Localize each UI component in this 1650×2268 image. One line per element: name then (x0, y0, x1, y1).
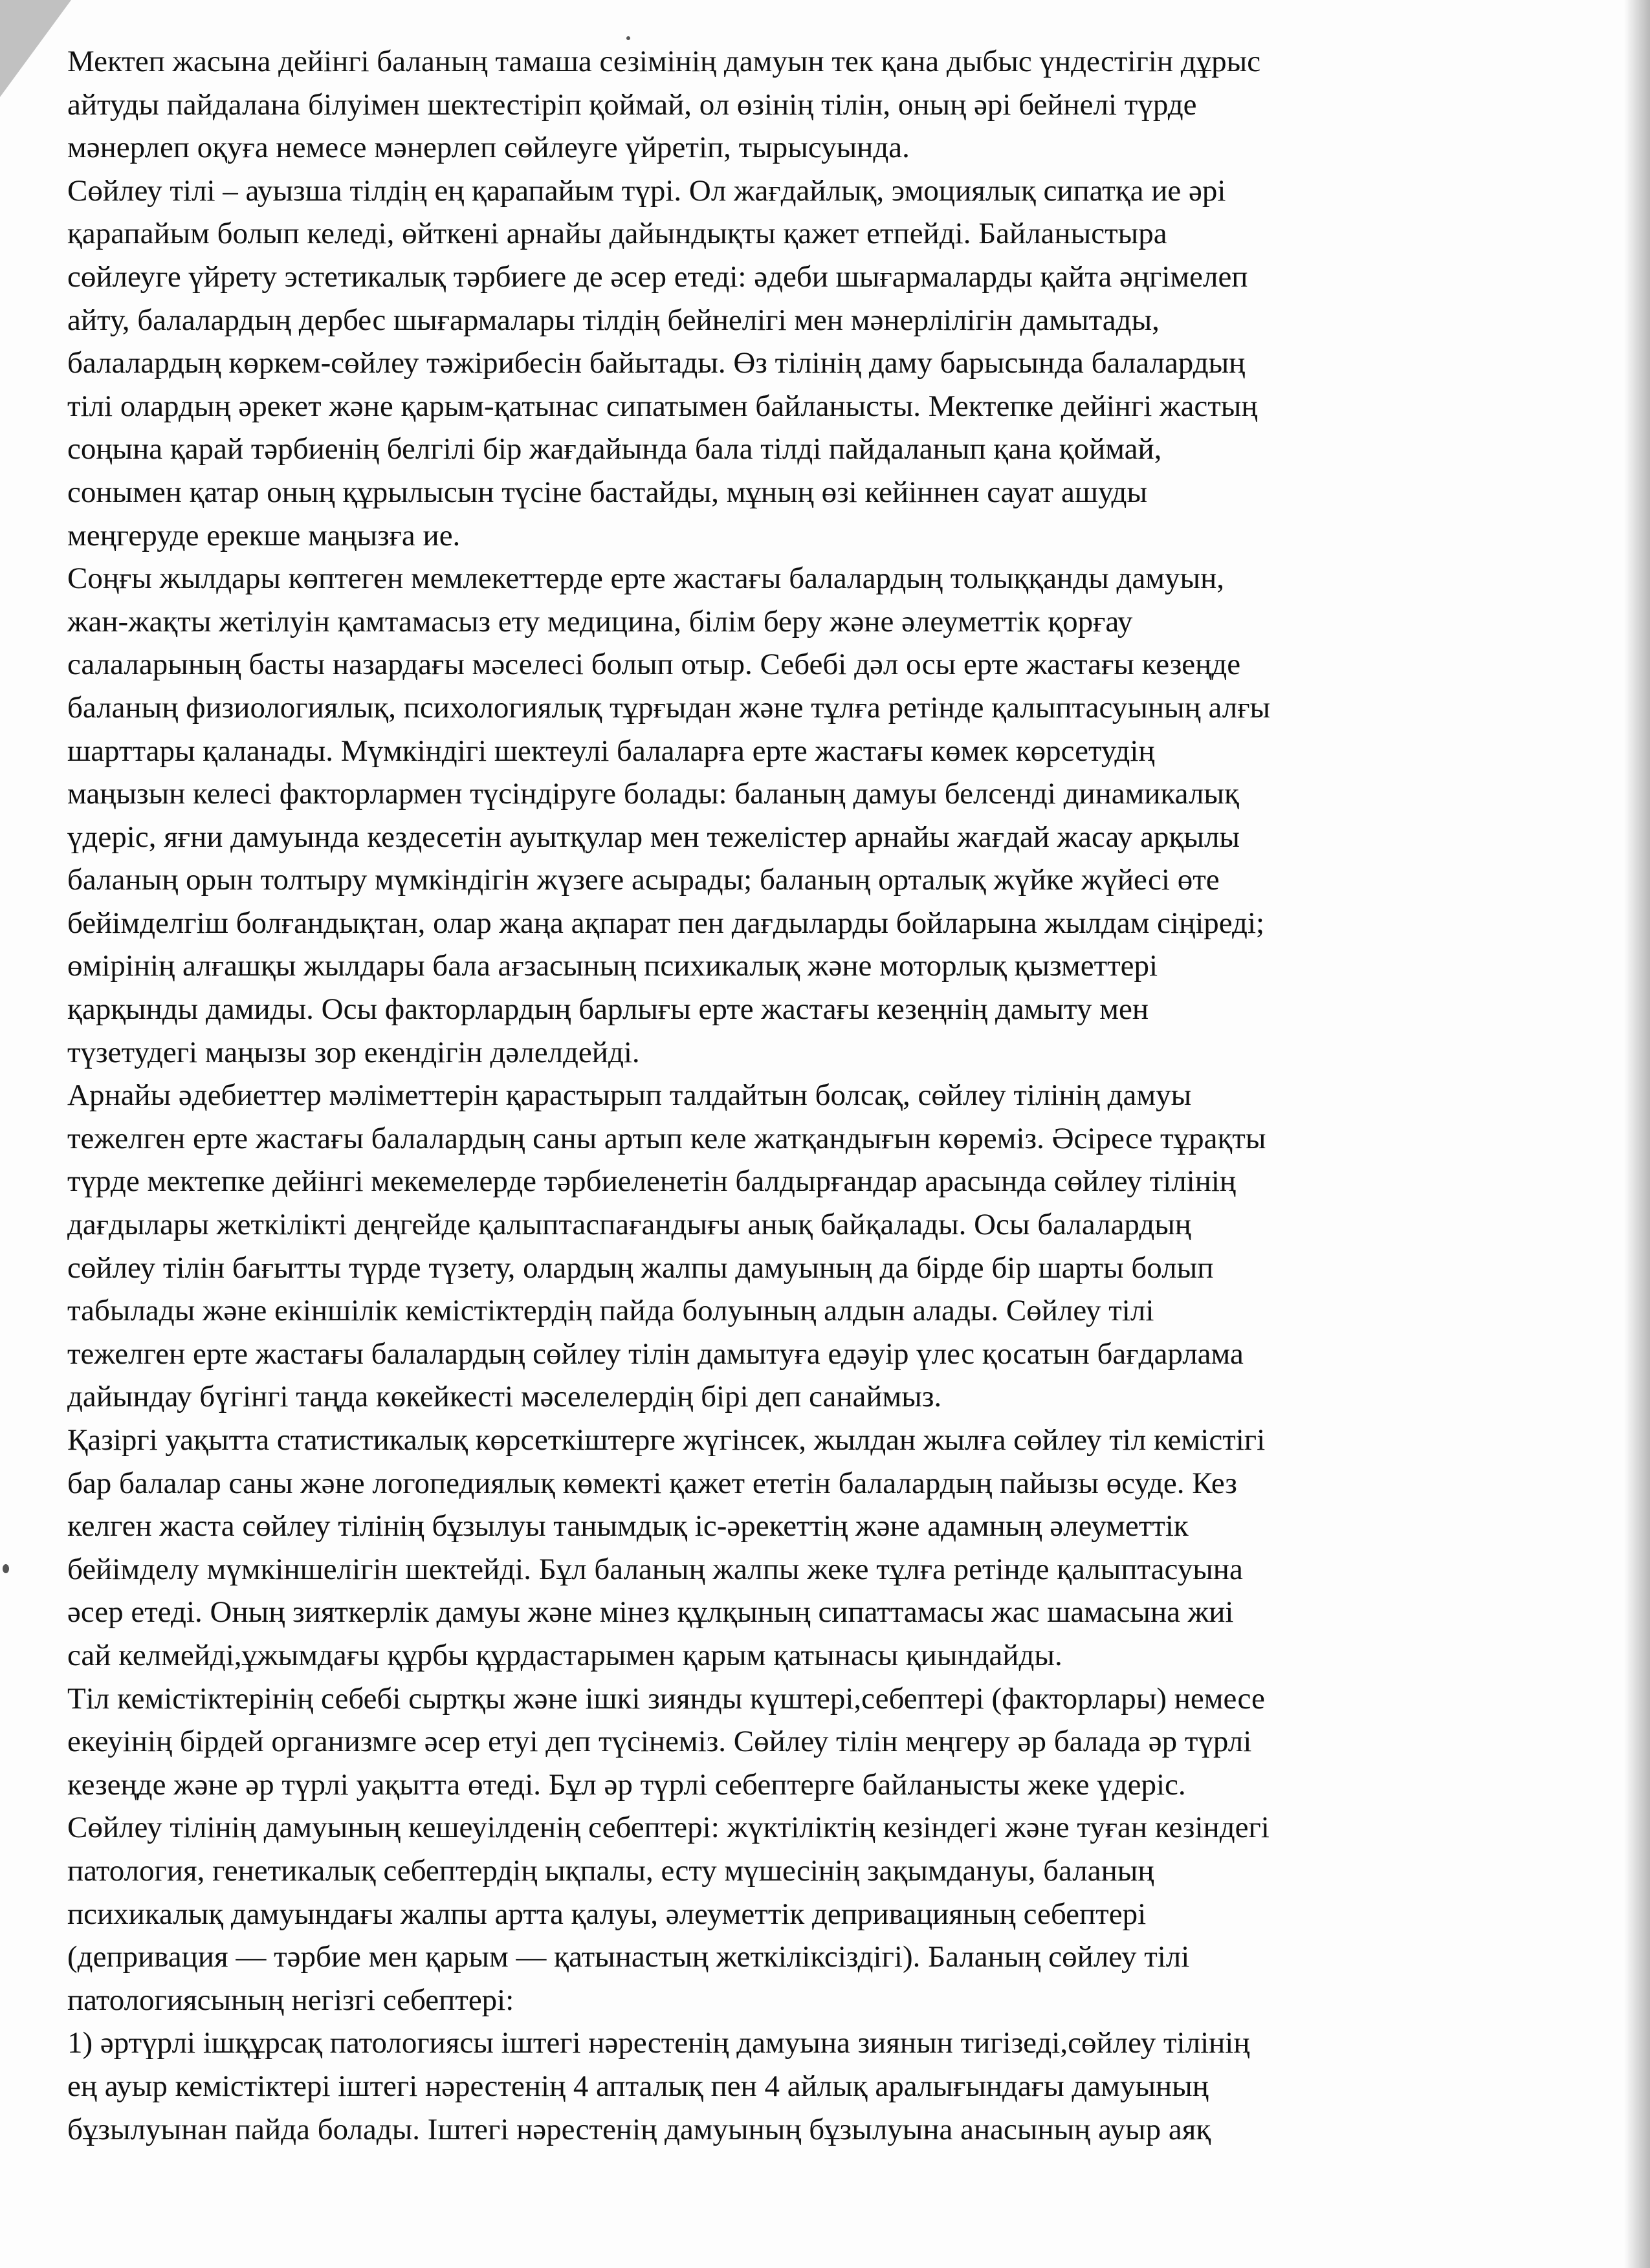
text-line: өмірінің алғашқы жылдары бала ағзасының психикалық және моторлық қызметтері (67, 949, 1158, 983)
text-line: меңгеруде ерекше маңызға ие. (67, 518, 461, 552)
scan-speck (3, 1564, 9, 1573)
text-line: Сөйлеу тілі – ауызша тілдің ең қарапайым түрі. Ол жағдайлық, эмоциялық сипатқа ие әрі (67, 173, 1226, 208)
text-line: әсер етеді. Оның зияткерлік дамуы және мінез құлқының сипаттамасы жас шамасына жиі (67, 1595, 1234, 1630)
text-line: бар балалар саны және логопедиялық көмекті қажет ететін балалардың пайызы өсуде. Кез (67, 1466, 1237, 1500)
text-line: келген жаста сөйлеу тілінің бұзылуы танымдық іс-әрекеттің және адамның әлеуметтік (67, 1509, 1189, 1543)
text-line: соңына қарай тәрбиенің белгілі бір жағдайында бала тілді пайдаланып қана қоймай, (67, 432, 1162, 466)
text-line: тілі олардың әрекет және қарым-қатынас сипатымен байланысты. Мектепке дейінгі жастың (67, 389, 1258, 423)
text-line: мәнерлеп оқуға немесе мәнерлеп сөйлеуге үйретіп, тырысуында. (67, 131, 910, 165)
text-line: ең ауыр кемістіктері іштегі нәрестенің 4 апталық пен 4 айлық аралығындағы дамуының (67, 2069, 1209, 2103)
text-line: кезеңде және әр түрлі уақытта өтеді. Бұл әр түрлі себептерге байланысты жеке үдеріс. (67, 1767, 1186, 1802)
text-line: айту, балалардың дербес шығармалары тілдің бейнелігі мен мәнерлілігін дамытады, (67, 303, 1160, 337)
text-line: патология, генетикалық себептердің ықпалы, есту мүшесінің зақымдануы, баланың (67, 1853, 1154, 1888)
text-line: тежелген ерте жастағы балалардың сөйлеу тілін дамытуға едәуір үлес қосатын бағдарлама (67, 1336, 1244, 1371)
text-line: тежелген ерте жастағы балалардың саны артып келе жатқандығын көреміз. Әсіресе тұрақты (67, 1121, 1266, 1155)
text-line: шарттары қаланады. Мүмкіндігі шектеулі балаларға ерте жастағы көмек көрсетудің (67, 734, 1155, 768)
text-line: дайындау бүгінгі таңда көкейкесті мәселелердің бірі деп санаймыз. (67, 1380, 942, 1414)
text-line: сөйлеу тілін бағытты түрде түзету, олардың жалпы дамуының да бірде бір шарты болып (67, 1250, 1214, 1285)
text-line: сай келмейді,ұжымдағы құрбы құрдастарымен қарым қатынасы қиындайды. (67, 1638, 1062, 1672)
text-line: айтуды пайдалана білуімен шектестіріп қоймай, ол өзінің тілін, оның әрі бейнелі түрде (67, 87, 1197, 122)
text-line: Қазіргі уақытта статистикалық көрсеткіштерге жүгінсек, жылдан жылға сөйлеу тіл кемістігі (67, 1423, 1266, 1457)
text-line: түрде мектепке дейінгі мекемелерде тәрбиеленетін балдырғандар арасында сөйлеу тілінің (67, 1164, 1237, 1199)
text-line: баланың орын толтыру мүмкіндігін жүзеге асырады; баланың орталық жүйке жүйесі өте (67, 863, 1220, 897)
text-line: балалардың көркем-сөйлеу тәжірибесін байытады. Өз тілінің даму барысында балалардың (67, 346, 1246, 380)
text-line: патологиясының негізгі себептері: (67, 1983, 514, 2017)
text-line: түзетудегі маңызы зор екендігін дәлелдейді. (67, 1035, 640, 1069)
text-line: табылады және екіншілік кемістіктердің пайда болуының алдын алады. Сөйлеу тілі (67, 1294, 1154, 1328)
text-line: жан-жақты жетілуін қамтамасыз ету медицина, білім беру және әлеуметтік қорғау (67, 604, 1133, 638)
text-line: психикалық дамуындағы жалпы артта қалуы, әлеуметтік депривацияның себептері (67, 1897, 1147, 1931)
text-line: (депривация — тәрбие мен қарым — қатынастың жеткіліксіздігі). Баланың сөйлеу тілі (67, 1940, 1190, 1974)
folded-corner (0, 0, 71, 97)
text-line: дағдылары жеткілікті деңгейде қалыптаспағандығы анық байқалады. Осы балалардың (67, 1208, 1191, 1242)
text-line: баланың физиологиялық, психологиялық тұрғыдан және тұлға ретінде қалыптасуының алғы (67, 690, 1271, 725)
text-line: бейімделгіш болғандықтан, олар жаңа ақпарат пен дағдыларды бойларына жылдам сіңіреді; (67, 906, 1265, 940)
scan-edge-shadow (1624, 0, 1650, 2268)
text-line: салаларының басты назардағы мәселесі болып отыр. Себебі дәл осы ерте жастағы кезеңде (67, 648, 1241, 682)
text-line: бұзылуынан пайда болады. Іштегі нәрестенің дамуының бұзылуына анасының ауыр аяқ (67, 2112, 1211, 2146)
document-body (67, 40, 1568, 2151)
text-line: Тіл кемістіктерінің себебі сыртқы және ішкі зиянды күштері,себептері (факторлары) немесе (67, 1681, 1265, 1716)
text-line: екеуінің бірдей организмге әсер етуі деп түсінеміз. Сөйлеу тілін меңгеру әр балада әр түрлі (67, 1725, 1252, 1759)
text-line: сонымен қатар оның құрылысын түсіне бастайды, мұның өзі кейіннен сауат ашуды (67, 475, 1148, 509)
text-line: сөйлеуге үйрету эстетикалық тәрбиеге де әсер етеді: әдеби шығармаларды қайта әңгімелеп (67, 259, 1248, 294)
text-line: маңызын келесі факторлармен түсіндіруге болады: баланың дамуы белсенді динамикалық (67, 777, 1239, 811)
text-line: үдеріс, яғни дамуында кездесетін ауытқулар мен тежелістер арнайы жағдай жасау арқылы (67, 820, 1240, 854)
text-line: 1) әртүрлі ішқұрсақ патологиясы іштегі нәрестенің дамуына зиянын тигізеді,сөйлеу тілінің (67, 2026, 1250, 2060)
text-line: қарапайым болып келеді, өйткені арнайы дайындықты қажет етпейді. Байланыстыра (67, 217, 1167, 251)
text-line: бейімделу мүмкіншелігін шектейді. Бұл баланың жалпы жеке тұлға ретінде қалыптасуына (67, 1552, 1243, 1586)
text-line: Соңғы жылдары көптеген мемлекеттерде ерте жастағы балалардың толыққанды дамуын, (67, 562, 1224, 596)
text-line: Сөйлеу тілінің дамуының кешеуілденің себептері: жүктіліктің кезіндегі және туған кезіндегі (67, 1811, 1270, 1845)
text-line: Мектеп жасына дейінгі баланың тамаша сезімінің дамуын тек қана дыбыс үндестігін дұрыс (67, 45, 1261, 78)
text-line: Арнайы әдебиеттер мәліметтерін қарастырып талдайтын болсақ, сөйлеу тілінің дамуы (67, 1078, 1192, 1113)
text-line: қарқынды дамиды. Осы факторлардың барлығы ерте жастағы кезеңнің дамыту мен (67, 992, 1149, 1027)
